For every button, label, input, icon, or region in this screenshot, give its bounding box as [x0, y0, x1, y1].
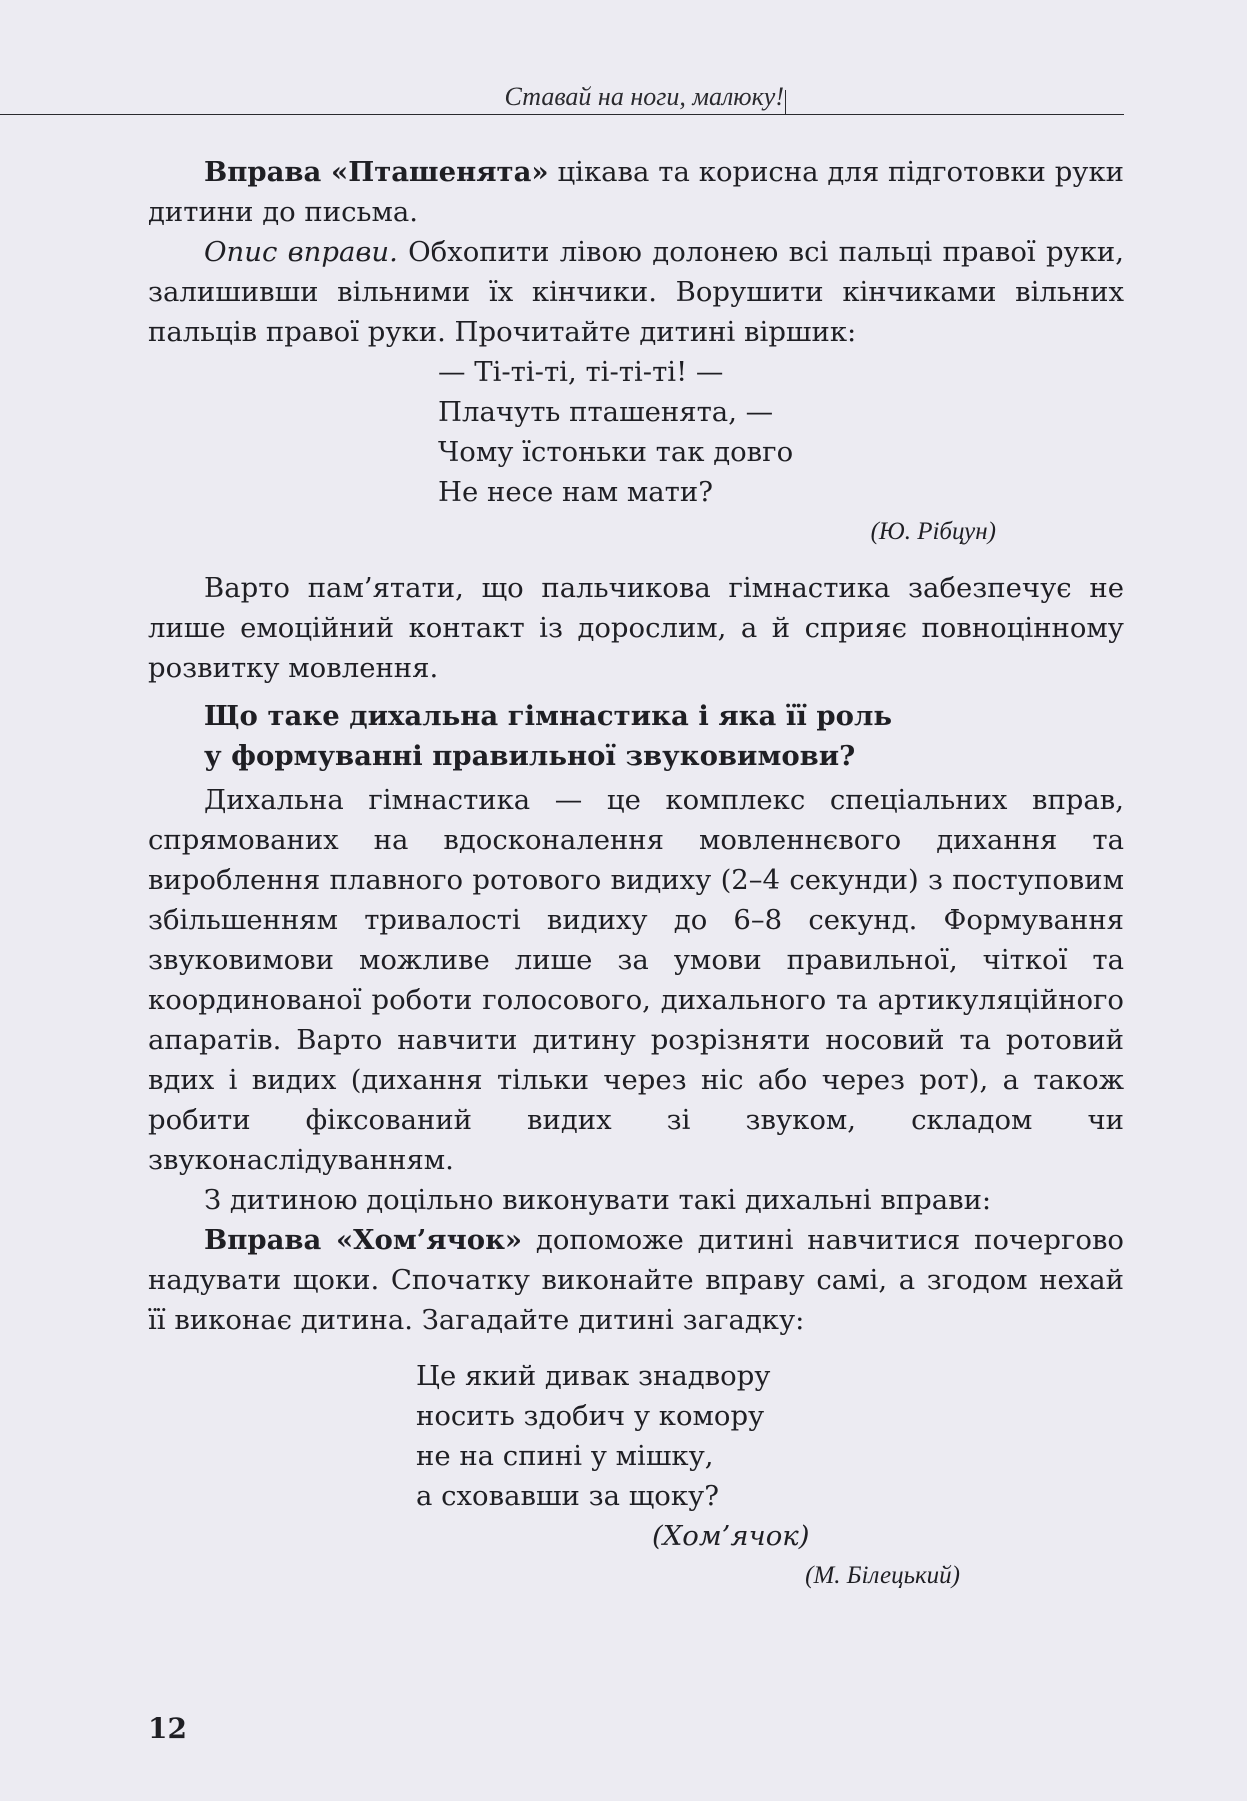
poem-line: Чому їстоньки так довго — [438, 436, 794, 468]
riddle — [148, 1356, 1124, 1516]
running-head — [0, 74, 1124, 115]
poem-line: Плачуть пташенята, — — [438, 396, 774, 428]
exercise-khomyachok — [148, 1220, 1124, 1340]
page-number: 12 — [148, 1712, 187, 1745]
poem-ptashenyata — [148, 352, 1124, 512]
running-head-title: Ставай на ноги, малюку! — [504, 82, 784, 111]
riddle-line: носить здобич у комору — [416, 1400, 765, 1432]
exercise-ptashenyata-intro-text: цікава та корисна для підготовки руки дитини до письма. — [148, 156, 1124, 228]
riddle-answer: (Хом’ячок) — [652, 1520, 810, 1552]
riddle-author: (М. Білецький) — [805, 1562, 960, 1589]
exercise-ptashenyata-title: Вправа «Пташенята» — [204, 156, 549, 188]
paragraph-finger-gymnastics: Варто пам’ятати, що пальчикова гімнастика забезпечує не лише емоційний контакт із дорослим, а й сприяє повноцінному розвитку мовлення. — [148, 572, 1124, 684]
exercise-ptashenyata-description — [148, 232, 1124, 352]
poem-line: Не несе нам мати? — [438, 476, 713, 508]
exercise-ptashenyata-intro — [148, 152, 1124, 232]
page-body — [148, 152, 1124, 1596]
riddle-line: не на спині у мішку, — [416, 1440, 714, 1472]
section-heading-line: Що таке дихальна гімнастика і яка її роль — [204, 700, 893, 732]
poem-author: (Ю. Рібцун) — [870, 518, 996, 545]
description-label: Опис вправи. — [204, 236, 398, 268]
exercise-khomyachok-text: допоможе дитині навчитися почергово надувати щоки. Спочатку виконайте вправу самі, а згодом нехай її виконає дитина. Загадайте дитині загадку: — [148, 1224, 1124, 1336]
paragraph-breathing-gymnastics: Дихальна гімнастика — це комплекс спеціальних вправ, спрямованих на вдосконалення мовленнєвого дихання та вироблення плавного ротового видиху (2–4 секунди) з поступовим збільшенням тривалості видиху до 6–8 секунд. Формування звуковимови можливе лише за умови правильної, чіткої та координованої роботи голосового, дихального та артикуляційного апаратів. Варто навчити дитину розрізняти носовий та ротовий вдих і видих (дихання тільки через ніс або через рот), а також робити фіксований видих зі звуком, складом чи звуконаслідуванням. — [148, 784, 1124, 1176]
description-text: Обхопити лівою долонею всі пальці правої руки, залишивши вільними їх кінчики. Ворушити кінчиками вільних пальців правої руки. Прочитайте дитині віршик: — [148, 236, 1124, 348]
section-heading-line: у формуванні правильної звуковимови? — [204, 740, 856, 772]
poem-line: — Ті-ті-ті, ті-ті-ті! — — [438, 356, 724, 388]
riddle-line: а сховавши за щоку? — [416, 1480, 719, 1512]
section-heading — [148, 696, 1124, 776]
paragraph-exercises-intro: З дитиною доцільно виконувати такі дихальні вправи: — [204, 1184, 992, 1216]
exercise-khomyachok-title: Вправа «Хом’ячок» — [204, 1224, 523, 1256]
riddle-line: Це який дивак знадвору — [416, 1360, 771, 1392]
running-head-divider — [785, 90, 787, 114]
